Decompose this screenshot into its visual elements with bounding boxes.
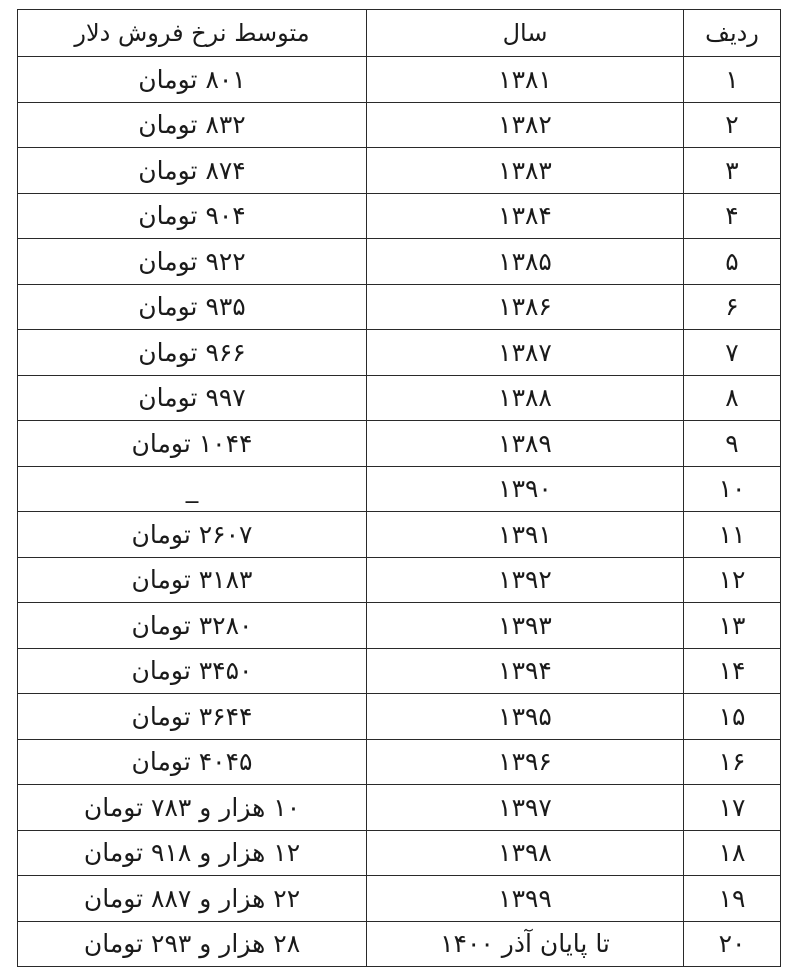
dollar-rate-table-container (17, 9, 780, 967)
year-cell: ۱۳۹۱ (367, 512, 684, 558)
table-row (18, 148, 781, 194)
row-number-cell: ۱۱ (684, 512, 781, 558)
dollar-rate-cell: ۸۳۲ تومان (18, 102, 367, 148)
dollar-rate-table (17, 9, 781, 967)
year-cell: ۱۳۸۵ (367, 239, 684, 285)
row-number-cell: ۶ (684, 284, 781, 330)
row-number-cell: ۱۷ (684, 785, 781, 831)
row-number-cell: ۷ (684, 330, 781, 376)
dollar-rate-cell: _ (18, 466, 367, 512)
dollar-rate-cell: ۳۶۴۴ تومان (18, 694, 367, 740)
row-number-cell: ۴ (684, 193, 781, 239)
year-cell: ۱۳۹۷ (367, 785, 684, 831)
year-cell: ۱۳۸۳ (367, 148, 684, 194)
table-row (18, 57, 781, 103)
year-cell: ۱۳۸۴ (367, 193, 684, 239)
table-row (18, 557, 781, 603)
table-row (18, 603, 781, 649)
dollar-rate-cell: ۹۶۶ تومان (18, 330, 367, 376)
table-row (18, 102, 781, 148)
year-cell: ۱۳۹۶ (367, 739, 684, 785)
dollar-rate-cell: ۹۲۲ تومان (18, 239, 367, 285)
year-cell: ۱۳۸۱ (367, 57, 684, 103)
dollar-rate-cell: ۹۹۷ تومان (18, 375, 367, 421)
row-number-cell: ۲ (684, 102, 781, 148)
row-number-cell: ۱۹ (684, 876, 781, 922)
table-row (18, 193, 781, 239)
row-number-cell: ۱۸ (684, 830, 781, 876)
row-number-cell: ۱۴ (684, 648, 781, 694)
dollar-rate-cell: ۸۷۴ تومان (18, 148, 367, 194)
table-row (18, 375, 781, 421)
table-row (18, 239, 781, 285)
dollar-rate-cell: ۳۱۸۳ تومان (18, 557, 367, 603)
row-number-cell: ۲۰ (684, 921, 781, 967)
year-cell: ۱۳۹۰ (367, 466, 684, 512)
row-number-cell: ۱۵ (684, 694, 781, 740)
table-header-row (18, 10, 781, 57)
table-row (18, 512, 781, 558)
table-row (18, 421, 781, 467)
table-row (18, 785, 781, 831)
row-number-cell: ۱۳ (684, 603, 781, 649)
header-year: سال (367, 10, 684, 57)
table-row (18, 648, 781, 694)
dollar-rate-cell: ۴۰۴۵ تومان (18, 739, 367, 785)
table-body (18, 57, 781, 967)
header-row-number: ردیف (684, 10, 781, 57)
table-row (18, 284, 781, 330)
dollar-rate-cell: ۱۰۴۴ تومان (18, 421, 367, 467)
dollar-rate-cell: ۸۰۱ تومان (18, 57, 367, 103)
table-row (18, 830, 781, 876)
row-number-cell: ۹ (684, 421, 781, 467)
table-row (18, 876, 781, 922)
dollar-rate-cell: ۲۸ هزار و ۲۹۳ تومان (18, 921, 367, 967)
year-cell: ۱۳۸۲ (367, 102, 684, 148)
table-row (18, 466, 781, 512)
row-number-cell: ۱۶ (684, 739, 781, 785)
dollar-rate-cell: ۹۳۵ تومان (18, 284, 367, 330)
year-cell: ۱۳۸۷ (367, 330, 684, 376)
year-cell: ۱۳۸۹ (367, 421, 684, 467)
dollar-rate-cell: ۲۲ هزار و ۸۸۷ تومان (18, 876, 367, 922)
year-cell: ۱۳۹۸ (367, 830, 684, 876)
dollar-rate-cell: ۲۶۰۷ تومان (18, 512, 367, 558)
row-number-cell: ۵ (684, 239, 781, 285)
table-row (18, 921, 781, 967)
year-cell: ۱۳۹۹ (367, 876, 684, 922)
dollar-rate-cell: ۱۰ هزار و ۷۸۳ تومان (18, 785, 367, 831)
dollar-rate-cell: ۳۲۸۰ تومان (18, 603, 367, 649)
dollar-rate-cell: ۳۴۵۰ تومان (18, 648, 367, 694)
table-row (18, 330, 781, 376)
year-cell: ۱۳۹۲ (367, 557, 684, 603)
row-number-cell: ۸ (684, 375, 781, 421)
row-number-cell: ۳ (684, 148, 781, 194)
row-number-cell: ۱۰ (684, 466, 781, 512)
row-number-cell: ۱ (684, 57, 781, 103)
header-dollar-rate: متوسط نرخ فروش دلار (18, 10, 367, 57)
table-row (18, 694, 781, 740)
year-cell: ۱۳۹۴ (367, 648, 684, 694)
table-row (18, 739, 781, 785)
year-cell: ۱۳۸۶ (367, 284, 684, 330)
row-number-cell: ۱۲ (684, 557, 781, 603)
dollar-rate-cell: ۱۲ هزار و ۹۱۸ تومان (18, 830, 367, 876)
year-cell: تا پایان آذر ۱۴۰۰ (367, 921, 684, 967)
year-cell: ۱۳۹۵ (367, 694, 684, 740)
year-cell: ۱۳۸۸ (367, 375, 684, 421)
year-cell: ۱۳۹۳ (367, 603, 684, 649)
dollar-rate-cell: ۹۰۴ تومان (18, 193, 367, 239)
